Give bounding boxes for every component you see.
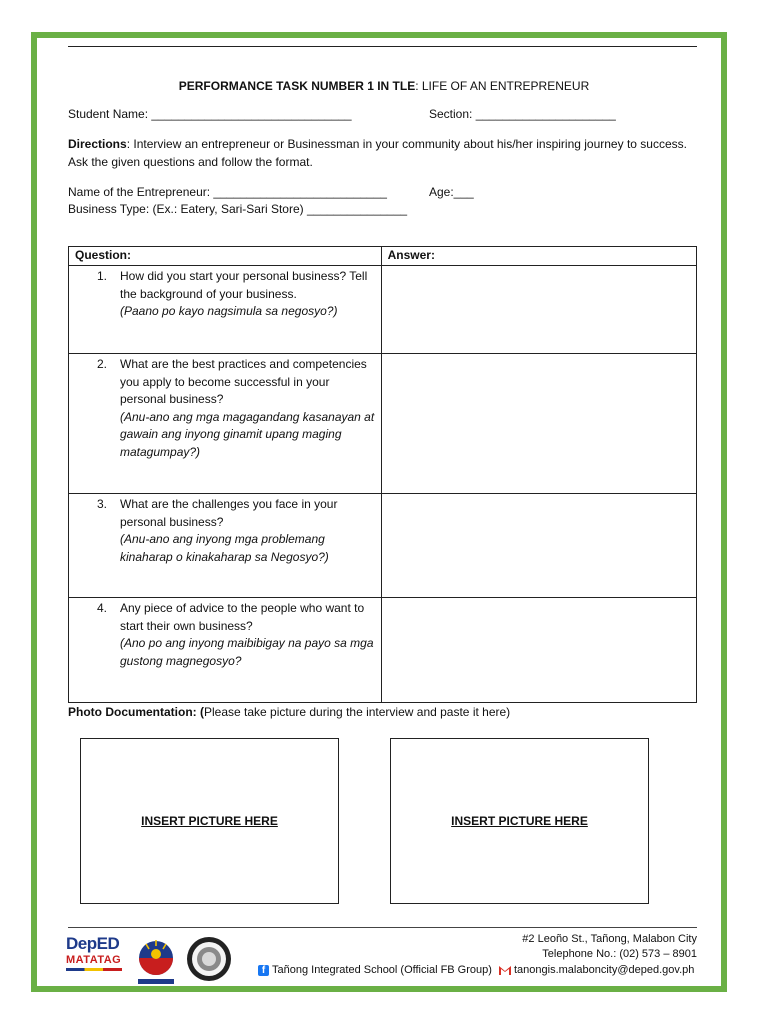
- interview-table: [68, 246, 697, 703]
- school-seal-logo: [186, 936, 232, 982]
- facebook-icon: f: [258, 965, 269, 976]
- entrepreneur-name-field[interactable]: Name of the Entrepreneur: __________________________: [68, 185, 387, 199]
- directions: [68, 135, 698, 171]
- photo-box-label: INSERT PICTURE HERE: [451, 814, 588, 828]
- question-cell: [69, 494, 382, 598]
- answer-cell[interactable]: [381, 494, 696, 598]
- email-text: tanongis.malaboncity@deped.gov.ph: [514, 964, 695, 976]
- answer-cell[interactable]: [381, 266, 696, 354]
- question-cell: [69, 266, 382, 354]
- photo-box-label: INSERT PICTURE HERE: [141, 814, 278, 828]
- question-number: 2.: [97, 357, 108, 371]
- question-header: Question:: [69, 247, 382, 266]
- answer-cell[interactable]: [381, 354, 696, 494]
- table-row: [69, 266, 697, 354]
- document-title: [0, 78, 768, 94]
- table-row: [69, 598, 697, 703]
- table-header-row: [69, 247, 697, 266]
- footer-email[interactable]: [499, 962, 694, 978]
- logo-stripe: [66, 968, 122, 971]
- answer-cell[interactable]: [381, 598, 696, 703]
- question-number: 1.: [97, 269, 108, 283]
- directions-text: : Interview an entrepreneur or Businessman in your community about his/her inspiring journey to success. Ask the given questions and follow the format.: [68, 137, 687, 169]
- photo-documentation-label: [68, 704, 510, 720]
- question-number: 3.: [97, 497, 108, 511]
- section-field[interactable]: Section: _____________________: [429, 107, 616, 121]
- title-bold: PERFORMANCE TASK NUMBER 1 IN TLE: [178, 79, 416, 93]
- photo-label-rest: Please take picture during the interview and paste it here): [203, 705, 511, 719]
- footer-telephone: Telephone No.: (02) 573 – 8901: [542, 948, 697, 960]
- question-translation: (Ano po ang inyong maibibigay na payo sa mga gustong magnegosyo?: [120, 636, 374, 668]
- deped-logo-text: DepED: [66, 934, 120, 953]
- title-rest: : LIFE OF AN ENTREPRENEUR: [415, 79, 590, 93]
- deped-matatag-logo: [66, 934, 126, 986]
- question-text: What are the challenges you face in your personal business?: [120, 497, 338, 529]
- footer-address: #2 Leoño St., Tañong, Malabon City: [522, 933, 697, 945]
- question-cell: [69, 354, 382, 494]
- gmail-icon: [499, 965, 511, 975]
- photo-box-right[interactable]: [390, 738, 649, 904]
- student-name-field[interactable]: Student Name: ______________________________: [68, 107, 352, 121]
- question-translation: (Anu-ano ang inyong mga problemang kinaharap o kinakaharap sa Negosyo?): [120, 532, 329, 564]
- photo-box-left[interactable]: [80, 738, 339, 904]
- top-rule: [68, 46, 697, 47]
- question-text: What are the best practices and competencies you apply to become successful in your personal business?: [120, 357, 367, 406]
- footer-rule: [68, 927, 697, 928]
- table-row: [69, 354, 697, 494]
- facebook-group-text: Tañong Integrated School (Official FB Group): [272, 964, 492, 976]
- matatag-logo-text: MATATAG: [66, 954, 122, 966]
- question-text: Any piece of advice to the people who want to start their own business?: [120, 601, 365, 633]
- answer-header: Answer:: [381, 247, 696, 266]
- directions-label: Directions: [68, 137, 127, 151]
- table-row: [69, 494, 697, 598]
- question-text: How did you start your personal business? Tell the background of your business.: [120, 269, 368, 301]
- photo-label-bold: Photo Documentation: (: [68, 705, 204, 719]
- question-number: 4.: [97, 601, 108, 615]
- bagong-pilipinas-logo: [132, 932, 180, 988]
- footer-facebook[interactable]: [258, 962, 492, 978]
- question-translation: (Anu-ano ang mga magagandang kasanayan at gawain ang inyong ginamit upang maging matagumpay?): [120, 409, 375, 459]
- question-translation: (Paano po kayo nagsimula sa negosyo?): [120, 304, 338, 318]
- age-field[interactable]: Age:___: [429, 185, 474, 199]
- question-cell: [69, 598, 382, 703]
- business-type-field[interactable]: Business Type: (Ex.: Eatery, Sari-Sari Store) _______________: [68, 202, 408, 216]
